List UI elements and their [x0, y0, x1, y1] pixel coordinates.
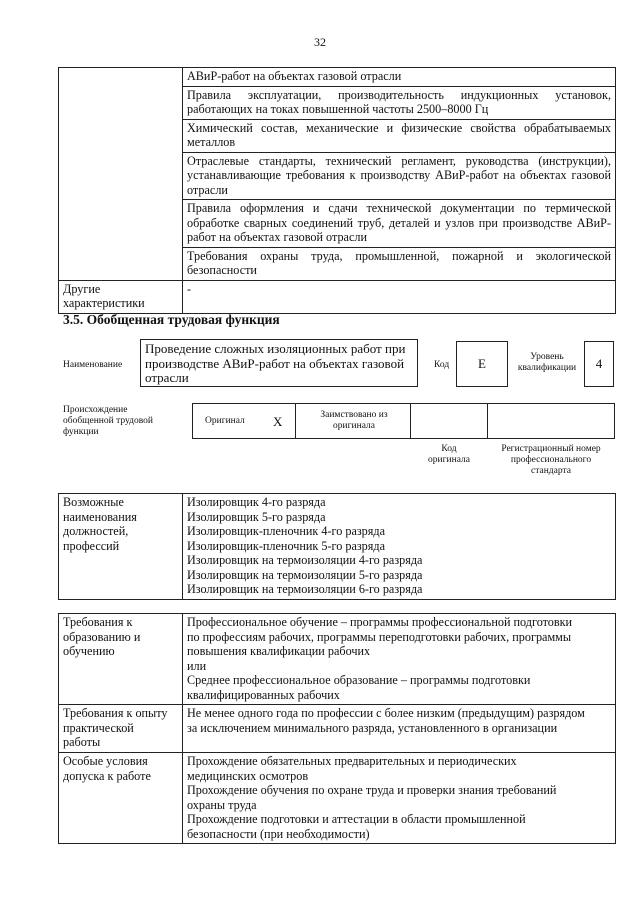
table-cell-empty	[59, 68, 183, 281]
level-box	[584, 341, 614, 387]
name-label: Наименование	[63, 360, 123, 370]
registration-number-cell	[487, 403, 615, 439]
table-row	[59, 68, 616, 87]
table-cell: Правила оформления и сдачи технической документации по термической обработке сварных соединений труб, деталей и узлов при производстве АВиР-работ на объектах газовой отрасли	[183, 200, 616, 248]
list-item: Изолировщик на термоизоляции 4-го разряда	[187, 553, 423, 567]
list-item: Изолировщик на термоизоляции 5-го разряда	[187, 567, 423, 582]
positions-list	[183, 494, 616, 600]
original-mark: X	[273, 414, 283, 429]
table-row	[59, 705, 616, 753]
section-title: 3.5. Обобщенная трудовая функция	[63, 312, 280, 327]
other-characteristics-label: Другие характеристики	[59, 280, 183, 313]
list-item: Изолировщик 5-го разряда	[187, 509, 326, 524]
registration-number-caption: Регистрационный номер профессионального стандарта	[501, 444, 601, 476]
list-item: Изолировщик на термоизоляции 6-го разряда	[187, 582, 423, 596]
table-row	[59, 753, 616, 844]
admission-label: Особые условия допуска к работе	[59, 753, 183, 844]
table-cell: Отраслевые стандарты, технический регламент, руководства (инструкции), устанавливающие требования к производству АВиР-работ на объектах газовой отрасли	[183, 152, 616, 200]
knowledge-table	[58, 67, 616, 314]
table-row	[59, 614, 616, 705]
table-cell: Правила эксплуатации, производительность индукционных установок, работающих на токах повышенной частоты 2500–8000 Гц	[183, 86, 616, 119]
code-box	[456, 341, 508, 387]
positions-table	[58, 493, 616, 600]
original-code-caption: Код оригинала	[428, 444, 470, 465]
table-cell: АВиР-работ на объектах газовой отрасли	[183, 68, 616, 87]
page-number: 32	[314, 35, 326, 49]
function-name-value: Проведение сложных изоляционных работ при производстве АВиР-работ на объектах газовой отрасли	[145, 341, 406, 385]
original-cell	[192, 403, 296, 439]
original-label: Оригинал	[205, 416, 245, 426]
education-label: Требования к образованию и обучению	[59, 614, 183, 705]
table-row	[59, 494, 616, 600]
requirements-table	[58, 613, 616, 844]
table-row	[59, 280, 616, 313]
experience-value: Не менее одного года по профессии с более низким (предыдущим) разрядом за исключением минимального разряда, установленного в организации	[183, 705, 616, 753]
origin-label: Происхождение обобщенной трудовой функции	[63, 405, 153, 437]
code-value: E	[478, 356, 486, 371]
table-cell: Химический состав, механические и физические свойства обрабатываемых металлов	[183, 119, 616, 152]
list-item: Изолировщик-пленочник 5-го разряда	[187, 538, 385, 553]
other-characteristics-value: -	[183, 280, 616, 313]
experience-label: Требования к опыту практической работы	[59, 705, 183, 753]
level-value: 4	[595, 356, 603, 371]
function-name-box	[140, 339, 418, 387]
borrowed-cell	[295, 403, 411, 439]
borrowed-label: Заимствовано из оригинала	[320, 410, 388, 431]
table-cell: Требования охраны труда, промышленной, пожарной и экологической безопасности	[183, 247, 616, 280]
education-value: Профессиональное обучение – программы профессиональной подготовки по профессиям рабочих, программы переподготовки рабочих, программы повышения квалификации рабочих или Среднее профессиональное образование – программы подготовки квалифицированных рабочих	[183, 614, 616, 705]
list-item: Изолировщик 4-го разряда	[187, 495, 326, 509]
positions-label: Возможные наименования должностей, профессий	[59, 494, 183, 600]
list-item: Изолировщик-пленочник 4-го разряда	[187, 524, 385, 538]
level-label: Уровень квалификации	[517, 352, 577, 373]
original-code-cell	[410, 403, 488, 439]
code-label: Код	[434, 360, 450, 370]
admission-value: Прохождение обязательных предварительных и периодических медицинских осмотров Прохождение обучения по охране труда и проверки знания требований охраны труда Прохождение подготовки и аттестации в области промышленной безопасности (при необходимости)	[183, 753, 616, 844]
